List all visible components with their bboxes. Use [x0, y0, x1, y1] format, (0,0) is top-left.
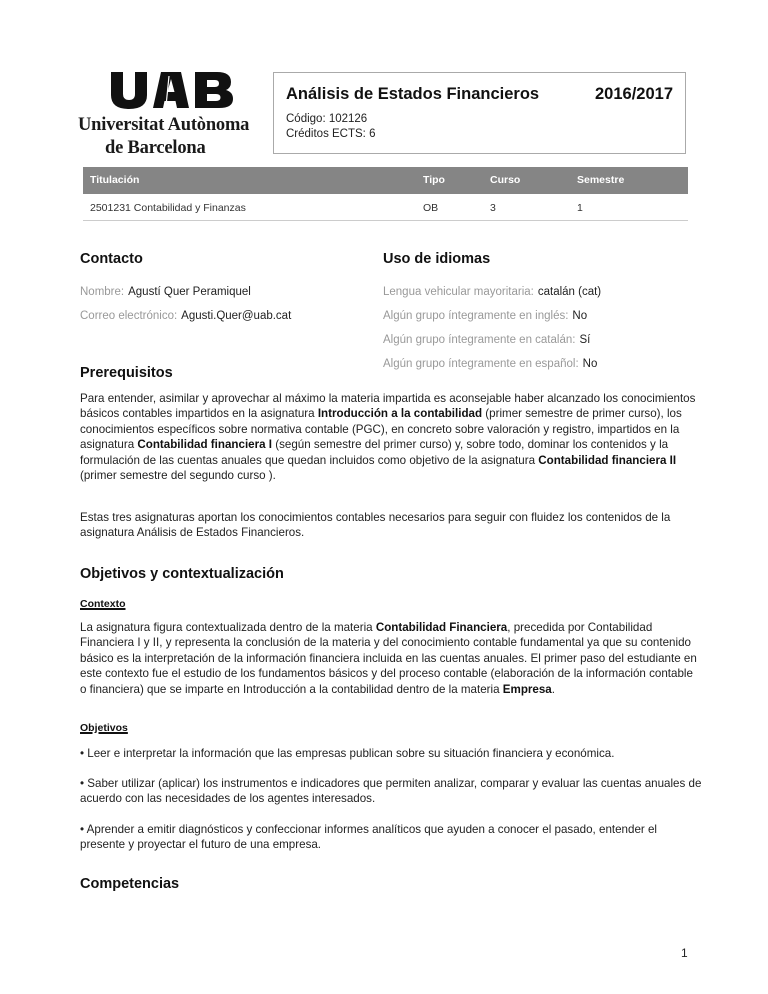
contact-name-value: Agustí Quer Peramiquel — [128, 286, 251, 298]
course-code: Código: 102126 — [286, 113, 368, 125]
contact-email-label: Correo electrónico: — [80, 310, 178, 322]
text-run: , precedida por Contabilidad Financiera I y II, y representa la conclusión de la materia y del conocimiento contable fundamental ya que su contenido básico es la interpretación de la información financiera incluida en las cuentas anuales. El primer paso del estudiante en este contexto fue el estudio de los fundamentos básicos y del proceso contable (elaboración de la información contable o financiera) que se imparte en Introducción a la contabilidad dentro de la materia — [80, 621, 697, 696]
bold-course-reference: Contabilidad financiera I — [137, 438, 273, 452]
prerequisites-heading: Prerequisitos — [80, 365, 173, 381]
contact-email-value[interactable]: Agusti.Quer@uab.cat — [181, 310, 292, 322]
course-credits: Créditos ECTS: 6 — [286, 128, 376, 140]
objectives-heading: Objetivos y contextualización — [80, 566, 284, 582]
objective-bullet: • Leer e interpretar la información que las empresas publican sobre su situación financiera y económica. — [80, 747, 615, 760]
header-titulacion: Titulación — [90, 174, 140, 186]
cell-curso: 3 — [490, 202, 496, 214]
language-row — [383, 286, 601, 298]
language-row — [383, 334, 590, 346]
language-value: No — [582, 358, 598, 370]
languages-heading: Uso de idiomas — [383, 251, 491, 267]
text-run: (primer semestre del segundo curso ). — [80, 469, 276, 483]
logo-university-name: Universitat Autònoma — [78, 115, 250, 135]
objective-bullet: • Aprender a emitir diagnósticos y confeccionar informes analíticos que ayuden a conocer el pasado, entender el presente y proyectar el futuro de una empresa. — [80, 823, 658, 852]
table-row — [83, 194, 688, 221]
language-row — [383, 358, 597, 370]
objective-bullet: • Saber utilizar (aplicar) los instrumentos e indicadores que permiten analizar, comparar y evaluar las cuentas anuales de acuerdo con las necesidades de los agentes interesados. — [80, 777, 702, 806]
language-label: Lengua vehicular mayoritaria: — [383, 286, 534, 298]
contact-email — [80, 310, 291, 322]
bold-course-reference: Introducción a la contabilidad — [317, 407, 483, 421]
table-header — [83, 167, 688, 194]
uab-logo — [78, 70, 263, 160]
text-run: (según semestre del primer curso) y, sobre todo, dominar los contenidos y la formulación de las cuentas anuales que quedan incluidos como objetivo de la asignatura — [80, 438, 669, 467]
contact-name — [80, 286, 251, 298]
contact-heading: Contacto — [80, 251, 143, 267]
page-number: 1 — [681, 946, 688, 960]
text-run: . — [551, 682, 555, 696]
text-run: Para entender, asimilar y aprovechar al máximo la materia impartida es aconsejable haber alcanzado los conocimientos básicos contables impartidos en la asignatura — [80, 392, 696, 421]
degree-table — [83, 167, 688, 221]
language-row — [383, 310, 587, 322]
language-value: No — [572, 310, 588, 322]
objectives-subheading: Objetivos — [80, 722, 128, 734]
bold-course-reference: Empresa — [502, 682, 552, 696]
text-run: (primer semestre de primer curso), los conocimientos específicos sobre normativa contable (PGC), en concreto sobre valoración y registro, impartidos en la asignatura — [80, 407, 682, 452]
cell-titulacion: 2501231 Contabilidad y Finanzas — [90, 202, 246, 214]
prerequisites-paragraph-1 — [80, 391, 700, 483]
header-curso: Curso — [490, 174, 521, 186]
language-label: Algún grupo íntegramente en catalán: — [383, 334, 576, 346]
header-semestre: Semestre — [577, 174, 625, 186]
uab-logo-mark-icon — [109, 70, 239, 110]
cell-tipo: OB — [423, 202, 439, 214]
prerequisites-paragraph-2: Estas tres asignaturas aportan los conocimientos contables necesarios para seguir con fluidez los contenidos de la asignatura Análisis de Estados Financieros. — [80, 511, 671, 540]
bold-course-reference: Contabilidad Financiera — [375, 621, 508, 634]
language-label: Algún grupo íntegramente en español: — [383, 358, 579, 370]
context-paragraph — [80, 620, 700, 697]
cell-semestre: 1 — [577, 202, 583, 214]
contact-name-label: Nombre: — [80, 286, 125, 298]
competencies-heading: Competencias — [80, 876, 180, 892]
context-subheading: Contexto — [80, 598, 126, 610]
course-title-box — [273, 72, 686, 154]
text-run: La asignatura figura contextualizada dentro de la materia — [80, 621, 376, 634]
language-label: Algún grupo íntegramente en inglés: — [383, 310, 569, 322]
language-value: catalán (cat) — [537, 286, 602, 298]
logo-city: de Barcelona — [105, 138, 206, 158]
language-value: Sí — [579, 334, 591, 346]
course-title: Análisis de Estados Financieros — [286, 85, 540, 103]
bold-course-reference: Contabilidad financiera II — [538, 453, 677, 467]
academic-year: 2016/2017 — [595, 85, 673, 103]
header-tipo: Tipo — [423, 174, 445, 186]
